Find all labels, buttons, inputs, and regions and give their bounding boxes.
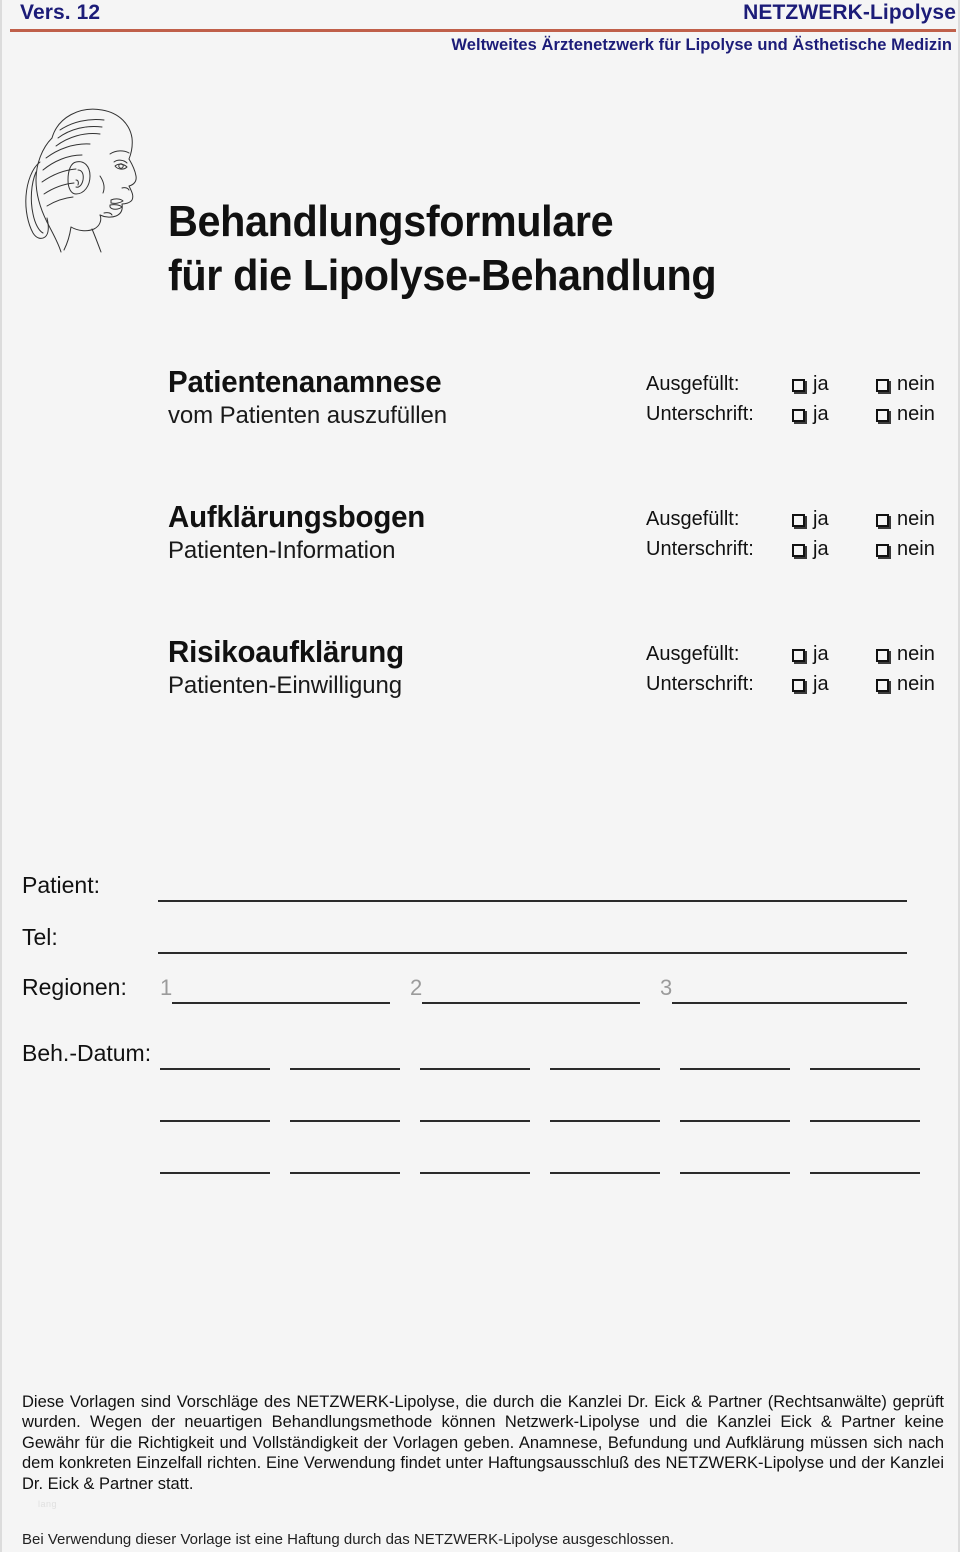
checkbox-icon[interactable] bbox=[792, 379, 805, 392]
field-input-patient[interactable] bbox=[158, 900, 907, 902]
section-heading: Aufklärungsbogen bbox=[168, 499, 426, 534]
section-subheading: Patienten-Einwilligung bbox=[168, 672, 402, 700]
checkbox-icon[interactable] bbox=[876, 409, 889, 422]
field-label-regionen: Regionen: bbox=[22, 974, 127, 1000]
checkbox-option-label: nein bbox=[897, 507, 935, 530]
checkbox-icon[interactable] bbox=[792, 649, 805, 662]
document-header bbox=[2, 0, 960, 32]
header-subtitle: Weltweites Ärztenetzwerk für Lipolyse und Ästhetische Medizin bbox=[451, 36, 952, 54]
section-heading: Risikoaufklärung bbox=[168, 634, 404, 669]
beh-datum-input[interactable] bbox=[810, 1068, 920, 1070]
checkbox-option-nein[interactable] bbox=[876, 508, 935, 531]
section-heading: Patientenanamnese bbox=[168, 364, 442, 399]
checkbox-row-unterschrift bbox=[646, 669, 935, 699]
beh-datum-input[interactable] bbox=[550, 1068, 660, 1070]
field-patient bbox=[2, 872, 960, 912]
checkbox-option-ja[interactable] bbox=[792, 508, 876, 531]
brand-title: NETZWERK-Lipolyse bbox=[743, 1, 956, 24]
checkbox-row-ausgefuellt bbox=[646, 369, 935, 399]
checkbox-row-label: Ausgefüllt: bbox=[646, 642, 740, 665]
checkbox-option-label: ja bbox=[813, 642, 829, 665]
field-input-regionen-2[interactable] bbox=[422, 1002, 640, 1004]
beh-datum-input[interactable] bbox=[420, 1172, 530, 1174]
field-regionen bbox=[2, 974, 960, 1014]
faint-scan-mark: lang bbox=[38, 1499, 58, 1509]
field-input-tel[interactable] bbox=[158, 952, 907, 954]
field-label-patient: Patient: bbox=[22, 872, 100, 898]
beh-datum-input[interactable] bbox=[420, 1120, 530, 1122]
regionen-number-1: 1 bbox=[160, 975, 173, 1000]
checkbox-group bbox=[646, 369, 935, 429]
field-input-regionen-1[interactable] bbox=[172, 1002, 390, 1004]
checkbox-option-label: ja bbox=[813, 537, 829, 560]
footer-liability-note: Bei Verwendung dieser Vorlage ist eine Haftung durch das NETZWERK-Lipolyse ausgeschlossen. bbox=[22, 1531, 675, 1548]
checkbox-option-nein[interactable] bbox=[876, 403, 935, 426]
beh-datum-input[interactable] bbox=[160, 1120, 270, 1122]
beh-datum-input[interactable] bbox=[160, 1068, 270, 1070]
checkbox-group bbox=[646, 504, 935, 564]
beh-datum-input[interactable] bbox=[680, 1172, 790, 1174]
beh-datum-input[interactable] bbox=[550, 1172, 660, 1174]
beh-datum-input[interactable] bbox=[290, 1120, 400, 1122]
beh-datum-input[interactable] bbox=[810, 1120, 920, 1122]
page-title-line1: Behandlungsformulare bbox=[168, 197, 614, 246]
checkbox-option-nein[interactable] bbox=[876, 643, 935, 666]
checkbox-row-ausgefuellt bbox=[646, 504, 935, 534]
checkbox-option-ja[interactable] bbox=[792, 673, 876, 696]
checkbox-option-label: nein bbox=[897, 672, 935, 695]
regionen-number-2: 2 bbox=[410, 975, 423, 1000]
checkbox-option-ja[interactable] bbox=[792, 403, 876, 426]
field-label-tel: Tel: bbox=[22, 924, 58, 950]
checkbox-row-label: Unterschrift: bbox=[646, 402, 754, 425]
header-divider bbox=[10, 29, 956, 32]
beh-datum-input[interactable] bbox=[680, 1068, 790, 1070]
checkbox-row-label: Ausgefüllt: bbox=[646, 372, 740, 395]
beh-datum-input[interactable] bbox=[810, 1172, 920, 1174]
checkbox-row-unterschrift bbox=[646, 534, 935, 564]
checkbox-icon[interactable] bbox=[876, 544, 889, 557]
checkbox-row-unterschrift bbox=[646, 399, 935, 429]
field-tel bbox=[2, 924, 960, 964]
checkbox-icon[interactable] bbox=[792, 409, 805, 422]
checkbox-option-nein[interactable] bbox=[876, 673, 935, 696]
checkbox-option-ja[interactable] bbox=[792, 373, 876, 396]
checkbox-option-nein[interactable] bbox=[876, 373, 935, 396]
checkbox-option-label: nein bbox=[897, 537, 935, 560]
checkbox-row-label: Ausgefüllt: bbox=[646, 507, 740, 530]
checkbox-group bbox=[646, 639, 935, 699]
checkbox-icon[interactable] bbox=[876, 379, 889, 392]
field-label-beh-datum: Beh.-Datum: bbox=[22, 1040, 152, 1066]
checkbox-icon[interactable] bbox=[876, 649, 889, 662]
beh-datum-input[interactable] bbox=[160, 1172, 270, 1174]
field-input-regionen-3[interactable] bbox=[672, 1002, 907, 1004]
beh-datum-input[interactable] bbox=[680, 1120, 790, 1122]
page-title bbox=[168, 195, 716, 302]
beh-datum-input[interactable] bbox=[290, 1068, 400, 1070]
regionen-number-3: 3 bbox=[660, 975, 673, 1000]
checkbox-option-label: ja bbox=[813, 672, 829, 695]
checkbox-option-label: nein bbox=[897, 402, 935, 425]
checkbox-row-label: Unterschrift: bbox=[646, 537, 754, 560]
checkbox-option-label: ja bbox=[813, 372, 829, 395]
page-title-line2: für die Lipolyse-Behandlung bbox=[168, 250, 717, 300]
checkbox-option-label: nein bbox=[897, 642, 935, 665]
checkbox-icon[interactable] bbox=[792, 679, 805, 692]
checkbox-icon[interactable] bbox=[792, 514, 805, 527]
legal-disclaimer: Diese Vorlagen sind Vorschläge des NETZWERK-Lipolyse, die durch die Kanzlei Dr. Eick & Partner (Rechtsanwälte) geprüft wurden. Wegen der neuartigen Behandlungsmethode können Netzwerk-Lipolyse und die Kanzlei Eick & Partner keine Gewähr für die Richtigkeit und Vollständigkeit der Vorlagen geben. Anamnese, Befundung und Aufklärung müssen sich nach dem konkreten Einzelfall richten. Eine Verwendung findet unter Haftungsausschluß des NETZWERK-Lipolyse und der Kanzlei Dr. Eick & Partner statt. bbox=[22, 1393, 944, 1493]
checkbox-icon[interactable] bbox=[876, 679, 889, 692]
checkbox-option-ja[interactable] bbox=[792, 538, 876, 561]
checkbox-option-label: ja bbox=[813, 402, 829, 425]
checkbox-option-nein[interactable] bbox=[876, 538, 935, 561]
checkbox-row-label: Unterschrift: bbox=[646, 672, 754, 695]
checkbox-icon[interactable] bbox=[876, 514, 889, 527]
checkbox-option-ja[interactable] bbox=[792, 643, 876, 666]
checkbox-option-label: nein bbox=[897, 372, 935, 395]
checkbox-icon[interactable] bbox=[792, 544, 805, 557]
checkbox-row-ausgefuellt bbox=[646, 639, 935, 669]
beh-datum-input[interactable] bbox=[290, 1172, 400, 1174]
female-head-profile-icon bbox=[16, 100, 161, 260]
section-subheading: vom Patienten auszufüllen bbox=[168, 402, 448, 430]
beh-datum-input[interactable] bbox=[550, 1120, 660, 1122]
checkbox-option-label: ja bbox=[813, 507, 829, 530]
section-subheading: Patienten-Information bbox=[168, 537, 396, 565]
beh-datum-input[interactable] bbox=[420, 1068, 530, 1070]
version-label: Vers. 12 bbox=[20, 1, 101, 24]
